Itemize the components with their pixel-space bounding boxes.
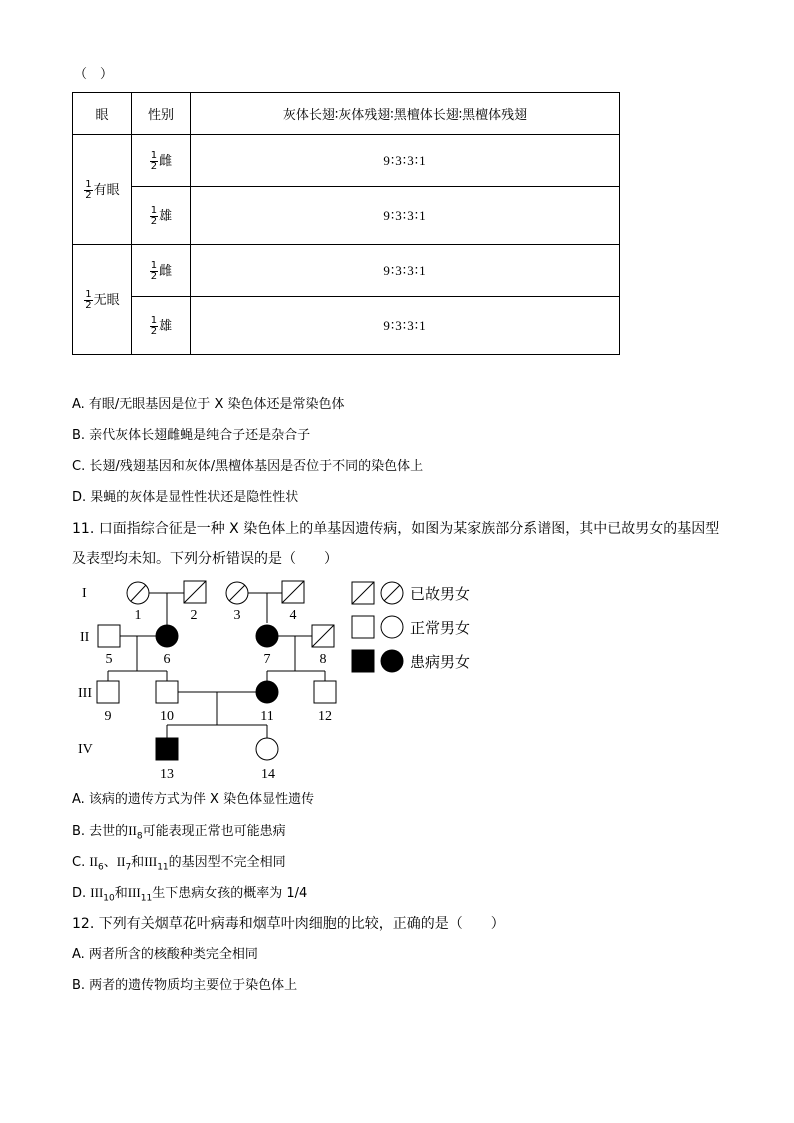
generation-label-I: I (82, 586, 87, 601)
table-row (73, 187, 620, 245)
individual-number: 7 (263, 652, 271, 667)
individual-number: 2 (190, 608, 198, 623)
q10-option-b: B. 亲代灰体长翅雌蝇是纯合子还是杂合子 (72, 428, 311, 443)
individual-9-normal-male (97, 681, 119, 703)
individual-number: 9 (104, 709, 112, 724)
individual-number: 13 (160, 767, 174, 782)
q11-option-a: A. 该病的遗传方式为伴 X 染色体显性遗传 (72, 792, 315, 807)
cell-sex: $\frac{1}{2}$ 雌 (132, 245, 191, 297)
generation-label-II: II (80, 630, 90, 645)
q11-stem-line1: 11. 口面指综合征是一种 X 染色体上的单基因遗传病，如图为某家族部分系谱图，其中已故男女的基因型 (72, 521, 720, 537)
legend-affected-female-icon (381, 650, 403, 672)
cell-ratio: 9∶3∶3∶1 (191, 245, 620, 297)
cell-sex: $\frac{1}{2}$ 雄 (132, 187, 191, 245)
cell-eye-absent: $\frac{1}{2}$ 无眼 (73, 245, 132, 355)
question-blank-paren: （ ） (74, 67, 114, 82)
individual-number: 1 (134, 608, 142, 623)
individual-number: 5 (105, 652, 113, 667)
generation-label-IV: IV (78, 742, 93, 757)
header-eye: 眼 (73, 93, 132, 135)
header-phenotype-ratio: 灰体长翅∶灰体残翅∶黑檀体长翅∶黑檀体残翅 (191, 93, 620, 135)
table-row (73, 135, 620, 187)
cell-ratio: 9∶3∶3∶1 (191, 187, 620, 245)
individual-5-normal-male (98, 625, 120, 647)
legend-affected-male-icon (352, 650, 374, 672)
q10-option-d: D. 果蝇的灰体是显性性状还是隐性性状 (72, 490, 299, 505)
legend-label-deceased: 已故男女 (410, 585, 471, 603)
cell-ratio: 9∶3∶3∶1 (191, 297, 620, 355)
legend-normal-female-icon (381, 616, 403, 638)
individual-number: 8 (319, 652, 327, 667)
individual-number: 11 (260, 709, 274, 724)
table-header-row (73, 93, 620, 135)
cell-sex: $\frac{1}{2}$ 雌 (132, 135, 191, 187)
pedigree-chart (70, 575, 490, 787)
individual-13-affected-male (156, 738, 178, 760)
q12-option-b: B. 两者的遗传物质均主要位于染色体上 (72, 978, 298, 993)
individual-number: 14 (261, 767, 275, 782)
individual-number: 12 (318, 709, 332, 724)
individual-7-affected-female (256, 625, 278, 647)
individual-11-affected-female (256, 681, 278, 703)
q12-stem: 12. 下列有关烟草花叶病毒和烟草叶肉细胞的比较，正确的是（ ） (72, 916, 505, 932)
cell-ratio: 9∶3∶3∶1 (191, 135, 620, 187)
q11-option-c: C. $II_6$、$II_7$和$III_{11}$的基因型不完全相同 (72, 854, 286, 873)
cell-sex: $\frac{1}{2}$ 雄 (132, 297, 191, 355)
individual-10-normal-male (156, 681, 178, 703)
individual-number: 10 (160, 709, 174, 724)
table-row (73, 245, 620, 297)
legend-label-affected: 患病男女 (410, 653, 471, 671)
q10-option-c: C. 长翅/残翅基因和灰体/黑檀体基因是否位于不同的染色体上 (72, 459, 424, 474)
generation-label-III: III (78, 686, 92, 701)
cell-eye-present: $\frac{1}{2}$ 有眼 (73, 135, 132, 245)
q11-option-d: D. $III_{10}$和$III_{11}$生下患病女孩的概率为 1/4 (72, 885, 308, 904)
individual-14-normal-female (256, 738, 278, 760)
legend-normal-male-icon (352, 616, 374, 638)
q10-option-a: A. 有眼/无眼基因是位于 X 染色体还是常染色体 (72, 397, 345, 412)
q11-option-b: B. 去世的$II_8$可能表现正常也可能患病 (72, 823, 286, 842)
table-row (73, 297, 620, 355)
q12-option-a: A. 两者所含的核酸种类完全相同 (72, 947, 258, 962)
legend-label-normal: 正常男女 (410, 619, 471, 637)
result-table (72, 92, 620, 355)
individual-number: 3 (233, 608, 241, 623)
individual-12-normal-male (314, 681, 336, 703)
individual-number: 4 (289, 608, 297, 623)
q11-stem-line2: 及表型均未知。下列分析错误的是（ ） (72, 551, 338, 567)
individual-6-affected-female (156, 625, 178, 647)
individual-number: 6 (163, 652, 171, 667)
header-sex: 性别 (132, 93, 191, 135)
